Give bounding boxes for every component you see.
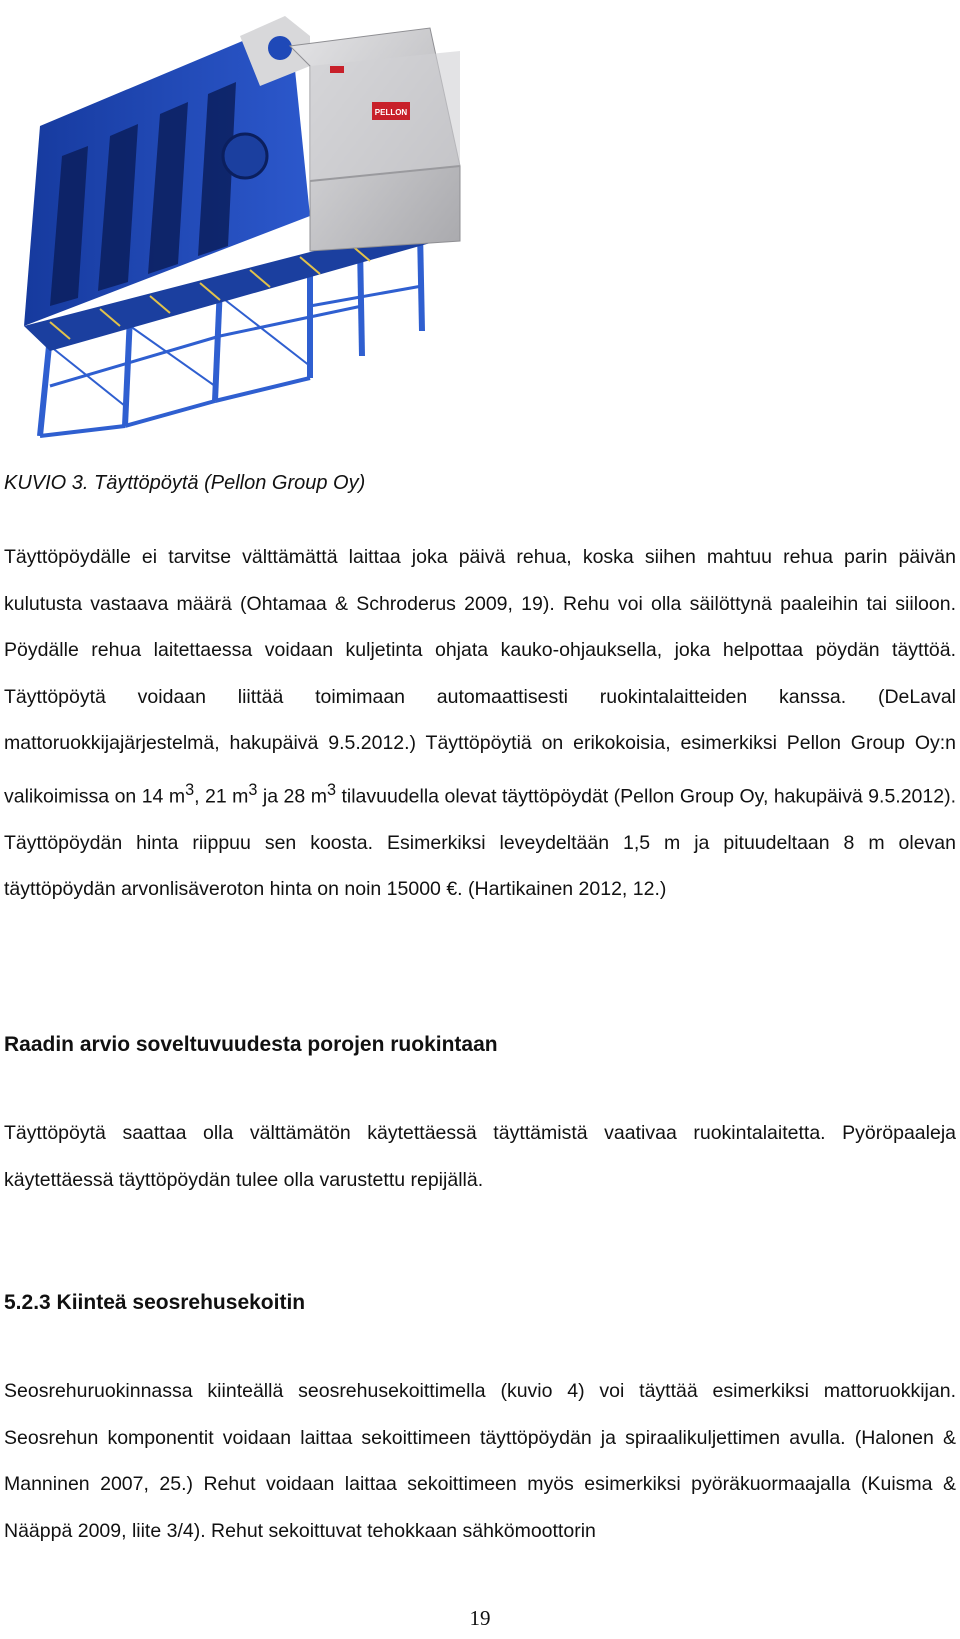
paragraph-1-text-d: tilavuudella olevat täyttöpöydät (Pellon Group Oy, hakupäivä 9.5.2012). Täyttöpöydän hinta riippuu sen koosta. Esimerkiksi leveydeltään 1,5 m ja pituudeltaan 8 m olevan täyttöpöydän arvonlisäveroton hinta on noin 15000 €. (Hartikainen 2012, 12.) (4, 785, 956, 900)
figure-caption: KUVIO 3. Täyttöpöytä (Pellon Group Oy) (4, 472, 366, 494)
paragraph-3: Seosrehuruokinnassa kiinteällä seosrehusekoittimella (kuvio 4) voi täyttää esimerkiksi mattoruokkijan. Seosrehun komponentit voidaan laittaa sekoittimeen täyttöpöydän ja spiraalikuljettimen avulla. (Halonen & Manninen 2007, 25.) Rehut voidaan laittaa sekoittimeen myös esimerkiksi pyöräkuormaajalla (Kuisma & Nääppä 2009, liite 3/4). Rehut sekoittuvat tehokkaan sähkömoottorin (4, 1380, 956, 1542)
superscript-a: 3 (185, 780, 195, 799)
brand-label: PELLON (374, 108, 408, 117)
paragraph-1-text-a: Täyttöpöydälle ei tarvitse välttämättä laittaa joka päivä rehua, koska siihen mahtuu rehua parin päivän kulutusta vastaava määrä (Ohtamaa & Schroderus 2009, 19). Rehu voi olla säilöttynä paaleihin tai siiloon. Pöydälle rehua laitettaessa voidaan kuljetinta ohjata kauko-ohjauksella, joka helpottaa pöydän täyttöä. Täyttöpöytä voidaan liittää toimimaan automaattisesti ruokintalaitteiden kanssa. (DeLaval mattoruokkijajärjestelmä, hakupäivä 9.5.2012.) Täyttöpöytiä on erikokoisia, esimerkiksi Pellon Group Oy:n valikoimissa on 14 m (4, 546, 956, 807)
page-number: 19 (469, 1606, 491, 1630)
drive-wheel-icon (223, 134, 267, 178)
filling-table-illustration (10, 6, 480, 446)
paragraph-1-text-c: ja 28 m (257, 785, 327, 807)
section-heading-5-2-3: 5.2.3 Kiinteä seosrehusekoitin (4, 1291, 306, 1314)
superscript-b: 3 (248, 780, 258, 799)
paragraph-2: Täyttöpöytä saattaa olla välttämätön käytettäessä täyttämistä vaativaa ruokintalaitetta. Pyöröpaaleja käytettäessä täyttöpöydän tulee olla varustettu repijällä. (4, 1122, 956, 1191)
section-heading-raadin-arvio: Raadin arvio soveltuvuudesta porojen ruokintaan (4, 1033, 498, 1056)
superscript-c: 3 (326, 780, 336, 799)
paragraph-1 (4, 534, 956, 913)
figure-filling-table (10, 6, 480, 446)
paragraph-1-text-b: , 21 m (194, 785, 249, 807)
